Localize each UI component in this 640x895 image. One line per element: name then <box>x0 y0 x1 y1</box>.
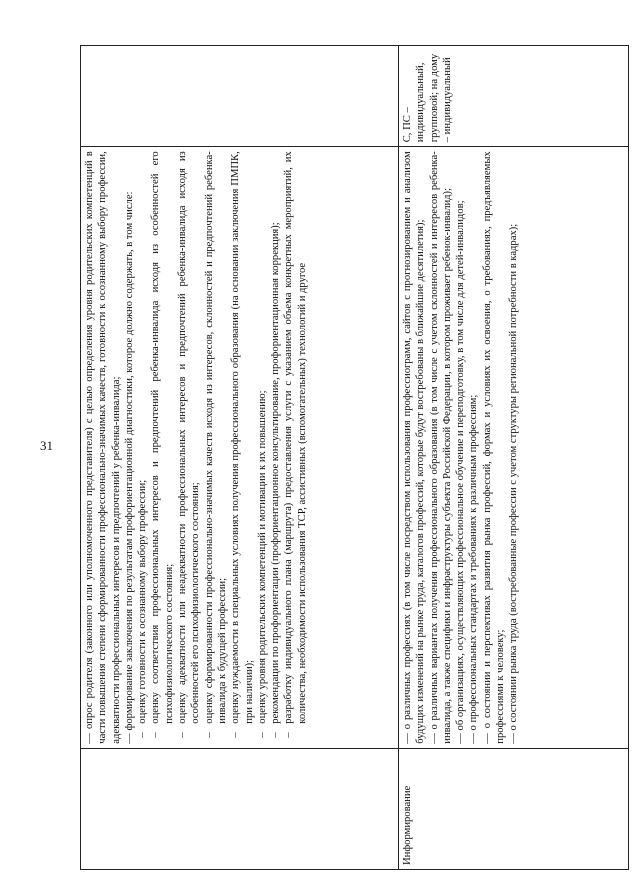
paragraph: — опрос родителя (законного или уполномоченного представителя) с целью определения уровня родительских компетенций в части повышения степени сформированности профессионально-значимых качеств, готовности к осознанному выбору профессии, адекватности профессиональных интересов и предпочтений у ребенка-инвалида; <box>84 151 122 744</box>
list-item: –оценку сформированности профессионально-значимых качеств исходя из интересов, склонностей и предпочтений ребенка-инвалида к будущей профессии; <box>203 151 228 738</box>
list-item: — о состоянии и перспективах развития рынка профессий, формах и условиях их освоения, о требованиях, предъявляемых профессиями к человеку; <box>481 151 507 744</box>
page-number: 31 <box>40 438 53 453</box>
paragraph: — формирование заключения по результатам профориентационной диагностики, которое должно содержать, в том числе: <box>123 191 135 744</box>
list-item: — о профессиональных стандартах и требованиях к различным профессиям; <box>468 394 480 744</box>
stage-cell <box>81 748 399 869</box>
list-item: — о различных профессиях (в том числе посредством использования профессиограмм, сайтов с прогнозированием и анализом будущих изменений на рынке труда, каталогов профессий, которые будут востребованы в ближайшие десятилетия); <box>402 151 427 744</box>
list-item: –оценку готовности к осознанному выбору профессии; <box>137 479 149 738</box>
rotated-page <box>80 45 628 870</box>
content-cell <box>399 147 629 748</box>
stage-cell: Информирование <box>399 748 629 869</box>
table-row <box>81 46 399 870</box>
form-cell <box>81 46 399 147</box>
list-item: –оценку нуждаемости в специальных условиях получения профессионального образования (на основании заключения ПМПК, при наличии); <box>230 151 255 738</box>
document-sheet <box>80 45 628 870</box>
list-item: — об организациях, осуществляющих профессиональное обучение и переподготовку, в том числе для детей-инвалидов; <box>455 200 467 744</box>
content-cell <box>81 147 399 748</box>
list-item: — о состоянии рынка труда (востребованные профессии с учетом структуры региональной потребности в кадрах); <box>508 223 520 744</box>
list-item: –оценку соответствия профессиональных интересов и предпочтений ребенка-инвалида исходя из особенностей его психофизиологического состояния; <box>150 151 175 738</box>
list-item: –разработку индивидуального плана (маршрута) предоставления услуги с указанием объема конкретных мероприятий, их количества, необходимости использования ТСР, ассистивных (вспомогательных) технологий и другое <box>283 151 308 738</box>
list-item: –оценку уровня родительских компетенций и мотивации к их повышению; <box>256 390 268 738</box>
form-cell: С, ПС – индивидуальный, групповой; на дому – индивидуальный <box>399 46 629 147</box>
services-table <box>80 45 629 870</box>
list-item: –рекомендации по профориентации (профориентационное консультирование, профориентационная коррекция); <box>270 222 282 738</box>
list-item: — о различных вариантах получения профессионального образования (в том числе с учетом склонностей и интересов ребенка-инвалида, а также специфики и инфраструктуры субъекта Российской Федерации, в котором проживает ребенок-инвалид); <box>428 151 453 744</box>
list-item: –оценку адекватности или неадекватности профессиональных интересов и предпочтений ребенка-инвалида исходя из особенностей его психофизиологического состояния; <box>177 151 202 738</box>
table-row <box>399 46 629 870</box>
